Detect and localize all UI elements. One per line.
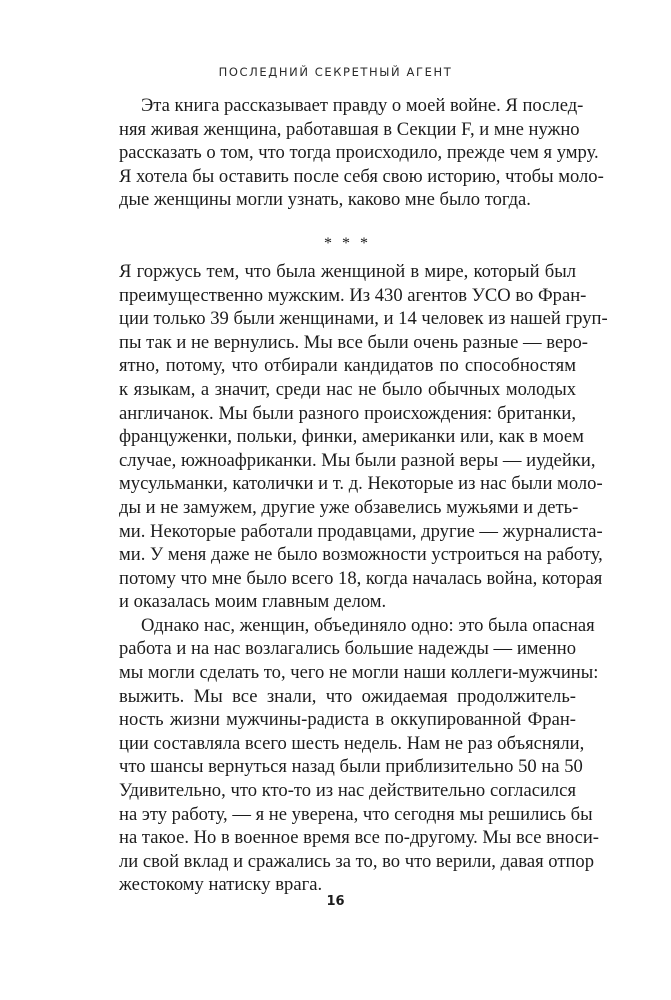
text-line: случае, южноафриканки. Мы были разной веры — иудейки,	[119, 449, 596, 471]
text-line: ции только 39 были женщинами, и 14 человек из нашей груп-	[119, 308, 608, 330]
text-line: ли свой вклад и сражались за то, во что верили, давая отпор	[119, 850, 595, 872]
text-line: Я хотела бы оставить после себя свою историю, чтобы моло-	[119, 165, 604, 187]
text-line: Удивительно, что кто-то из нас действительно согласился	[119, 780, 576, 802]
text-line: Эта книга рассказывает правду о моей войне. Я послед-	[141, 95, 584, 116]
text-line: мусульманки, католички и т. д. Некоторые из нас были моло-	[119, 473, 603, 495]
intro-paragraph	[119, 94, 604, 212]
text-line: работа и на нас возлагались большие надежды — именно	[119, 638, 576, 660]
text-line: Однако нас, женщин, объединяло одно: это была опасная	[141, 614, 595, 636]
text-line: потому что мне было всего 18, когда началась война, которая	[119, 567, 603, 589]
text-line: что шансы вернуться назад были приблизительно 50 на 50	[119, 756, 583, 778]
text-line: и оказалась моим главным делом.	[119, 591, 387, 613]
text-line: пы так и не вернулись. Мы все были очень разные — веро-	[119, 331, 588, 353]
text-line: дые женщины могли узнать, каково мне было тогда.	[119, 189, 531, 211]
text-line: к языкам, а значит, среди нас не было обычных молодых	[119, 378, 576, 400]
text-line: жестокому натиску врага.	[119, 874, 323, 896]
text-line: няя живая женщина, работавшая в Секции F, и мне нужно	[119, 118, 580, 140]
text-line: ми. Некоторые работали продавцами, другие — журналиста-	[119, 520, 603, 542]
text-line: ды и не замужем, другие уже обзавелись мужьями и деть-	[119, 496, 579, 518]
text-line: француженки, польки, финки, американки или, как в моем	[119, 426, 584, 448]
text-line: ции составляла всего шесть недель. Нам не раз объясняли,	[119, 732, 585, 754]
page-number: 16	[326, 894, 345, 909]
text-line: мы могли сделать то, чего не могли наши коллеги-мужчины:	[119, 662, 599, 684]
text-line: рассказать о том, что тогда происходило, прежде чем я умру.	[119, 142, 599, 164]
text-line: ность жизни мужчины-радиста в оккупированной Фран-	[119, 709, 576, 731]
text-line: преимущественно мужским. Из 430 агентов УСО во Фран-	[119, 284, 587, 306]
section-separator: * * *	[324, 234, 371, 252]
text-line: ми. У меня даже не было возможности устроиться на работу,	[119, 544, 603, 566]
text-line: на эту работу, — я не уверена, что сегодня мы решились бы	[119, 803, 593, 825]
paragraph-2	[119, 614, 599, 897]
text-line: англичанок. Мы были разного происхождения: британки,	[119, 402, 576, 424]
paragraph-1	[119, 260, 608, 614]
spacer	[119, 212, 576, 234]
text-line: ятно, потому, что отбирали кандидатов по способностям	[119, 355, 576, 377]
text-line: выжить. Мы все знали, что ожидаемая продолжитель-	[119, 685, 576, 707]
text-line: на такое. Но в военное время все по-другому. Мы все вноси-	[119, 827, 599, 849]
text-line: Я горжусь тем, что была женщиной в мире, который был	[119, 260, 576, 282]
running-head: ПОСЛЕДНИЙ СЕКРЕТНЫЙ АГЕНТ	[218, 65, 453, 79]
body-text	[119, 94, 608, 897]
